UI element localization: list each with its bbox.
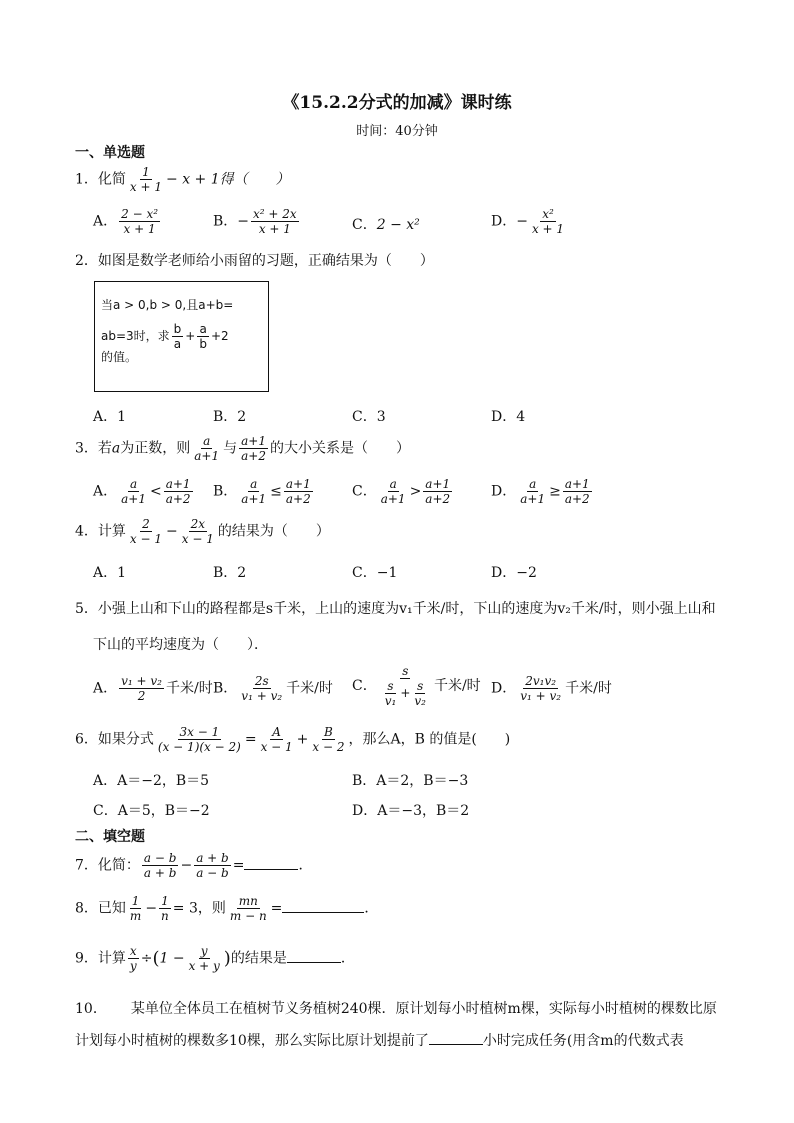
q5-line1: 小强上山和下山的路程都是s千米，上山的速度为v₁千米/时，下山的速度为v₂千米/时，则小强上山和 bbox=[97, 601, 716, 617]
q2-box-f1-d: a bbox=[173, 337, 182, 351]
q6-frac bbox=[156, 725, 243, 754]
q5-number: 5． bbox=[75, 601, 98, 617]
q6-b-d: x − 2 bbox=[312, 740, 345, 754]
q3-a-rel: < bbox=[149, 483, 162, 500]
q2-box-f2-n: a bbox=[199, 322, 207, 336]
q3-c-f1-d: a+1 bbox=[380, 492, 406, 506]
q1-mid: − x + 1得（ ） bbox=[166, 171, 290, 188]
q1-b-den: x + 1 bbox=[258, 222, 291, 236]
q3-a-f1-n: a bbox=[129, 477, 138, 491]
q3-a-f2-d: a+2 bbox=[165, 492, 191, 506]
q8-f3-d: m − n bbox=[229, 909, 267, 923]
q7-frac1 bbox=[142, 851, 179, 880]
q2-option-a[interactable]: A．1 bbox=[93, 409, 127, 425]
q6-a-n: A bbox=[272, 725, 281, 739]
q9-answer-blank[interactable] bbox=[287, 948, 341, 963]
question-7 bbox=[75, 851, 312, 880]
q3-b-label: B． bbox=[213, 483, 238, 500]
question-1 bbox=[75, 165, 290, 194]
question-3 bbox=[75, 434, 410, 463]
q8-f3-n: mn bbox=[238, 894, 258, 908]
q5-b-frac bbox=[239, 674, 284, 703]
q7-minus: − bbox=[180, 857, 193, 874]
q2-box-f1-n: b bbox=[173, 322, 182, 336]
q5-c-s1: s bbox=[387, 679, 394, 693]
q4-tail: 的结果为（ ） bbox=[217, 523, 330, 540]
q2-option-c[interactable]: C．3 bbox=[352, 409, 386, 425]
q6-f-n: 3x − 1 bbox=[179, 725, 220, 739]
q1-frac-den: x + 1 bbox=[129, 180, 163, 194]
q6-pre: 如果分式 bbox=[97, 731, 154, 748]
question-4 bbox=[75, 517, 330, 546]
q5-d-frac bbox=[518, 674, 563, 703]
q2-box-line2 bbox=[101, 322, 229, 351]
q5-d-unit: 千米/时 bbox=[565, 680, 612, 697]
q2-option-d[interactable]: D．4 bbox=[491, 409, 526, 425]
question-6 bbox=[75, 725, 510, 754]
section-single-choice: 一、单选题 bbox=[75, 145, 145, 161]
q9-f2-n: y bbox=[200, 944, 208, 958]
q3-frac2 bbox=[239, 434, 268, 463]
q4-number: 4． bbox=[75, 523, 98, 540]
q1-a-label: A． bbox=[93, 213, 118, 230]
q1-b-label: B． bbox=[213, 213, 238, 230]
q6-frac-a bbox=[259, 725, 295, 754]
q1-frac-num: 1 bbox=[142, 165, 150, 179]
q1-b-num: x² + 2x bbox=[253, 207, 297, 221]
q9-f2-d: x + y bbox=[188, 959, 220, 973]
q2-number: 2． bbox=[75, 253, 98, 269]
q10-line2 bbox=[75, 1030, 684, 1050]
q4-f1-d: x − 1 bbox=[129, 532, 163, 546]
q5-c-s2: s bbox=[417, 679, 424, 693]
q4-frac1 bbox=[128, 517, 164, 546]
q3-d-f1 bbox=[518, 477, 547, 506]
q3-number: 3． bbox=[75, 440, 98, 457]
q3-option-c[interactable] bbox=[352, 477, 454, 506]
q3-option-b[interactable] bbox=[213, 477, 315, 506]
q1-option-a[interactable] bbox=[93, 207, 162, 236]
q2-box-f2-d: b bbox=[199, 337, 207, 351]
q8-minus: − bbox=[145, 900, 158, 917]
q1-option-c[interactable] bbox=[352, 214, 420, 234]
q3-f1-n: a bbox=[203, 434, 211, 448]
q6-b-n: B bbox=[324, 725, 333, 739]
q8-f1-d: m bbox=[129, 909, 142, 923]
q9-number: 9． bbox=[75, 950, 98, 967]
q5-d-label: D． bbox=[491, 680, 517, 697]
q3-option-d[interactable] bbox=[491, 477, 594, 506]
q8-frac3 bbox=[228, 894, 269, 923]
q10-answer-blank[interactable] bbox=[429, 1030, 483, 1045]
q5-option-b[interactable] bbox=[213, 674, 333, 703]
q3-mid1: 为正数，则 bbox=[120, 440, 191, 457]
question-10 bbox=[75, 998, 717, 1018]
q5-a-label: A． bbox=[93, 680, 118, 697]
q4-pre: 计算 bbox=[97, 523, 126, 540]
q4-minus: − bbox=[166, 523, 178, 540]
q2-box-frac1 bbox=[172, 322, 184, 351]
q5-d-num: 2v₁v₂ bbox=[525, 674, 557, 688]
q3-d-f2-n: a+1 bbox=[564, 477, 590, 491]
q7-f1-d: a + b bbox=[143, 866, 177, 880]
q7-frac2 bbox=[194, 851, 231, 880]
q5-b-unit: 千米/时 bbox=[286, 680, 333, 697]
q3-c-label: C． bbox=[352, 483, 377, 500]
q5-line2: 下山的平均速度为（ ）． bbox=[93, 637, 268, 653]
q5-c-frac bbox=[379, 664, 432, 708]
q7-f2-n: a + b bbox=[196, 851, 229, 865]
q3-b-f2-d: a+2 bbox=[285, 492, 311, 506]
q4-option-c[interactable]: C．−1 bbox=[352, 565, 398, 581]
q8-frac1 bbox=[128, 894, 143, 923]
q8-end: ． bbox=[364, 900, 379, 917]
q3-f2-n: a+1 bbox=[241, 434, 266, 448]
q5-b-den: v₁ + v₂ bbox=[241, 689, 283, 703]
q9-f1-d: y bbox=[129, 959, 137, 973]
q8-number: 8． bbox=[75, 900, 98, 917]
q3-c-f1 bbox=[379, 477, 408, 506]
q9-paren-open: ( bbox=[152, 948, 160, 969]
q3-a-f2-n: a+1 bbox=[165, 477, 191, 491]
q5-c-top: s bbox=[402, 664, 409, 678]
q5-c-v2: v₂ bbox=[414, 694, 426, 708]
q3-f2-d: a+2 bbox=[241, 449, 266, 463]
q3-b-f1-n: a bbox=[250, 477, 258, 491]
q5-c-label: C． bbox=[352, 678, 377, 694]
q1-c-text: 2 − x² bbox=[376, 217, 420, 233]
q5-c-sub1 bbox=[383, 679, 399, 708]
q3-pre: 若 bbox=[97, 440, 112, 457]
q4-f2-d: x − 1 bbox=[181, 532, 214, 546]
q6-plus: + bbox=[296, 731, 309, 748]
q5-option-a[interactable] bbox=[93, 674, 213, 703]
q5-a-den: 2 bbox=[137, 689, 146, 703]
time-limit: 时间：40分钟 bbox=[356, 124, 438, 139]
q8-f1-n: 1 bbox=[131, 894, 140, 908]
section-fill-blank: 二、填空题 bbox=[75, 829, 145, 845]
q6-f-d: (x − 1)(x − 2) bbox=[157, 740, 241, 754]
q9-pre: 计算 bbox=[97, 950, 126, 967]
q4-option-b[interactable]: B．2 bbox=[213, 565, 247, 581]
q5-b-label: B． bbox=[213, 680, 238, 697]
q1-d-den: x + 1 bbox=[531, 222, 565, 236]
q3-tail: 的大小关系是（ ） bbox=[269, 440, 410, 457]
q2-box-l2-pre: ab=3时，求 bbox=[101, 329, 170, 343]
q3-c-f2 bbox=[423, 477, 452, 506]
q1-c-label: C． bbox=[352, 217, 377, 233]
q3-b-f2 bbox=[284, 477, 313, 506]
q3-d-f2-d: a+2 bbox=[564, 492, 590, 506]
q7-f1-n: a − b bbox=[143, 851, 177, 865]
q6-a-d: x − 1 bbox=[260, 740, 293, 754]
q3-frac1 bbox=[192, 434, 221, 463]
q7-f2-d: a − b bbox=[196, 866, 229, 880]
q6-eq: = bbox=[244, 731, 257, 748]
q9-f1-n: x bbox=[129, 944, 137, 958]
q9-tail: 的结果是 bbox=[230, 950, 287, 967]
q3-a-label: A． bbox=[93, 483, 118, 500]
q3-c-f2-n: a+1 bbox=[425, 477, 451, 491]
q3-b-f2-n: a+1 bbox=[285, 477, 311, 491]
q5-b-num: 2s bbox=[254, 674, 269, 688]
q10-line2-a: 计划每小时植树的棵数多10棵，那么实际比原计划提前了 bbox=[75, 1033, 429, 1049]
q9-paren-close: ) bbox=[223, 948, 231, 969]
q6-option-c[interactable]: C．A＝5，B＝−2 bbox=[93, 803, 210, 819]
q2-option-b[interactable]: B．2 bbox=[213, 409, 247, 425]
q3-b-f1 bbox=[239, 477, 268, 506]
q8-answer-blank[interactable] bbox=[282, 898, 364, 913]
q3-d-f1-d: a+1 bbox=[520, 492, 546, 506]
q2-box-plus: + bbox=[185, 329, 196, 343]
q9-frac2 bbox=[187, 944, 222, 973]
q2-box-tail: +2 bbox=[210, 329, 229, 343]
q1-option-d[interactable] bbox=[491, 207, 568, 236]
q1-d-sign: − bbox=[516, 213, 528, 230]
q7-eq: = bbox=[232, 857, 245, 874]
q5-a-num: v₁ + v₂ bbox=[121, 674, 162, 688]
q2-box-line1: 当a > 0,b > 0,且a+b= bbox=[101, 298, 234, 312]
q8-f2-n: 1 bbox=[161, 894, 169, 908]
q10-line2-b: 小时完成任务(用含m的代数式表 bbox=[482, 1033, 684, 1049]
page-title: 《15.2.2分式的加减》课时练 bbox=[282, 93, 512, 113]
q3-c-rel: > bbox=[409, 483, 422, 500]
q5-d-den: v₁ + v₂ bbox=[520, 689, 562, 703]
q6-number: 6． bbox=[75, 731, 98, 748]
question-8 bbox=[75, 894, 378, 923]
q5-c-v1: v₁ bbox=[384, 694, 397, 708]
q3-f1-d: a+1 bbox=[194, 449, 220, 463]
q3-c-f1-n: a bbox=[389, 477, 397, 491]
q7-pre: 化简： bbox=[97, 857, 140, 874]
q1-b-sign: − bbox=[237, 213, 250, 230]
q3-d-rel: ≥ bbox=[549, 483, 561, 500]
q2-box-line3: 的值。 bbox=[101, 350, 138, 364]
q5-option-d[interactable] bbox=[491, 674, 612, 703]
q1-b-fraction bbox=[251, 207, 299, 236]
q7-answer-blank[interactable] bbox=[244, 855, 298, 870]
q1-a-fraction bbox=[119, 207, 160, 236]
q5-c-sub2 bbox=[412, 679, 428, 708]
q3-a-f1 bbox=[119, 477, 148, 506]
q3-mid2: 与 bbox=[223, 440, 238, 457]
q3-b-f1-d: a+1 bbox=[241, 492, 267, 506]
q10-number: 10． bbox=[75, 1001, 107, 1017]
q8-frac2 bbox=[159, 894, 171, 923]
q7-number: 7． bbox=[75, 857, 98, 874]
q3-c-f2-d: a+2 bbox=[425, 492, 451, 506]
question-5 bbox=[75, 598, 716, 618]
q9-inner-pre: 1 − bbox=[159, 950, 185, 967]
q8-eq3: = 3，则 bbox=[172, 900, 226, 917]
q9-div: ÷ bbox=[140, 950, 153, 967]
q3-d-f1-n: a bbox=[529, 477, 537, 491]
q4-option-d[interactable]: D．−2 bbox=[491, 565, 537, 581]
q1-a-num: 2 − x² bbox=[121, 207, 159, 221]
q1-fraction bbox=[128, 165, 164, 194]
q3-option-a[interactable] bbox=[93, 477, 195, 506]
q1-a-den: x + 1 bbox=[123, 222, 156, 236]
q1-number: 1． bbox=[75, 171, 98, 188]
q2-text: 如图是数学老师给小雨留的习题，正确结果为（ ） bbox=[97, 253, 434, 269]
q1-d-label: D． bbox=[491, 213, 517, 230]
q3-var: a bbox=[111, 440, 121, 457]
q4-option-a[interactable]: A．1 bbox=[93, 565, 127, 581]
q3-b-rel: ≤ bbox=[270, 483, 282, 500]
q6-option-b[interactable]: B．A＝2，B＝−3 bbox=[352, 773, 469, 789]
question-9 bbox=[75, 944, 355, 973]
q6-option-a[interactable]: A．A＝−2，B＝5 bbox=[93, 773, 210, 789]
q1-option-b[interactable] bbox=[213, 207, 301, 236]
q5-option-c[interactable] bbox=[352, 664, 481, 708]
q8-eq: = bbox=[270, 900, 283, 917]
q1-d-num: x² bbox=[542, 207, 554, 221]
q1-pre: 化简 bbox=[97, 171, 126, 188]
question-2 bbox=[75, 250, 434, 270]
q3-a-f2 bbox=[164, 477, 193, 506]
q1-d-fraction bbox=[530, 207, 566, 236]
q5-a-unit: 千米/时 bbox=[166, 680, 213, 697]
q3-d-f2 bbox=[563, 477, 592, 506]
q9-frac1 bbox=[128, 944, 139, 973]
q5-c-unit: 千米/时 bbox=[433, 678, 481, 694]
q6-tail: ，那么A，B 的值是( ) bbox=[348, 731, 511, 748]
q7-end: ． bbox=[298, 857, 313, 874]
q4-f1-n: 2 bbox=[142, 517, 150, 531]
q9-end: ． bbox=[340, 950, 355, 967]
q6-frac-b bbox=[310, 725, 346, 754]
q3-d-label: D． bbox=[491, 483, 517, 500]
q4-frac2 bbox=[180, 517, 216, 546]
q4-f2-n: 2x bbox=[190, 517, 205, 531]
q2-box-frac2 bbox=[197, 322, 209, 351]
q8-f2-d: n bbox=[161, 909, 169, 923]
q2-problem-box bbox=[94, 281, 269, 392]
q5-a-frac bbox=[119, 674, 164, 703]
q5-c-den: $\frac{s}{\text{v₁}}$ + $\frac{s}{\text{v₂}}$ bbox=[384, 679, 426, 708]
q6-option-d[interactable]: D．A＝−3，B＝2 bbox=[352, 803, 470, 819]
q8-pre: 已知 bbox=[97, 900, 126, 917]
q3-a-f1-d: a+1 bbox=[121, 492, 146, 506]
q10-line1: 某单位全体员工在植树节义务植树240棵．原计划每小时植树m棵，实际每小时植树的棵数比原 bbox=[130, 1001, 717, 1017]
